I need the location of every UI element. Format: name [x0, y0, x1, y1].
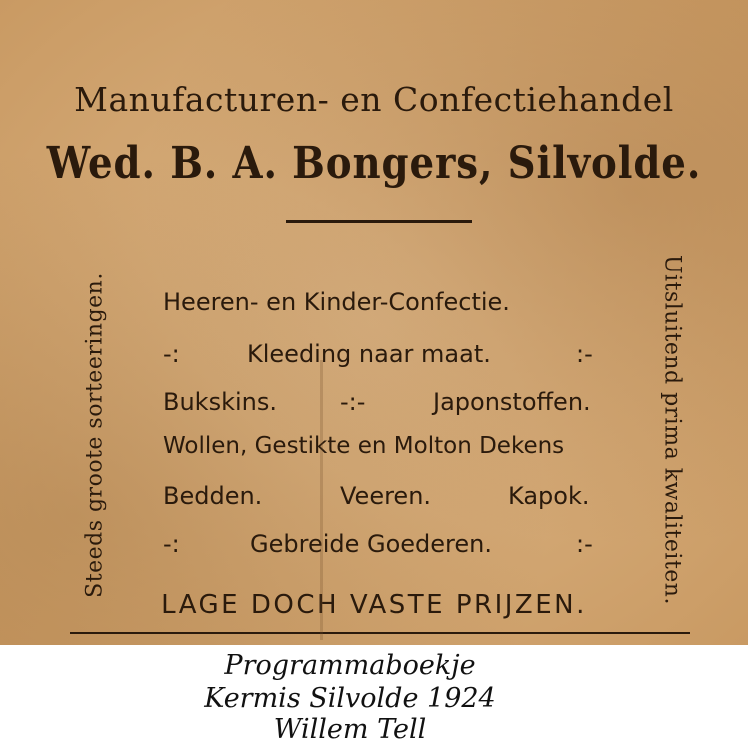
item-heading: Heeren- en Kinder-Confectie. — [163, 288, 510, 316]
prices-slogan: LAGE DOCH VASTE PRIJZEN. — [161, 590, 587, 620]
shop-name-heading: Wed. B. A. Bongers, Silvolde. — [46, 138, 702, 189]
side-text-right: Uitsluitend prima kwaliteiten. — [659, 255, 685, 605]
row5-right: Kapok. — [508, 482, 590, 510]
row5-center: Veeren. — [340, 482, 432, 510]
row3-left: Bukskins. — [163, 388, 277, 416]
shop-type-heading: Manufacturen- en Confectiehandel — [74, 80, 674, 119]
row4: Wollen, Gestikte en Molton Dekens — [163, 433, 565, 459]
caption-line-2: Kermis Silvolde 1924 — [204, 683, 496, 714]
side-text-left: Steeds groote sorteeringen. — [82, 272, 108, 598]
row2-left: -: — [163, 340, 180, 368]
row6-right: :- — [576, 530, 593, 558]
caption-line-3: Willem Tell — [273, 714, 427, 745]
row6-center: Gebreide Goederen. — [250, 530, 492, 558]
caption-line-1: Programmaboekje — [224, 650, 476, 681]
divider-rule — [286, 220, 472, 223]
bottom-rule — [70, 632, 690, 634]
row2-center: Kleeding naar maat. — [247, 340, 491, 368]
row2-right: :- — [576, 340, 593, 368]
row3-right: Japonstoffen. — [433, 388, 591, 416]
row6-left: -: — [163, 530, 180, 558]
row5-left: Bedden. — [163, 482, 263, 510]
row3-center: -:- — [340, 388, 366, 416]
